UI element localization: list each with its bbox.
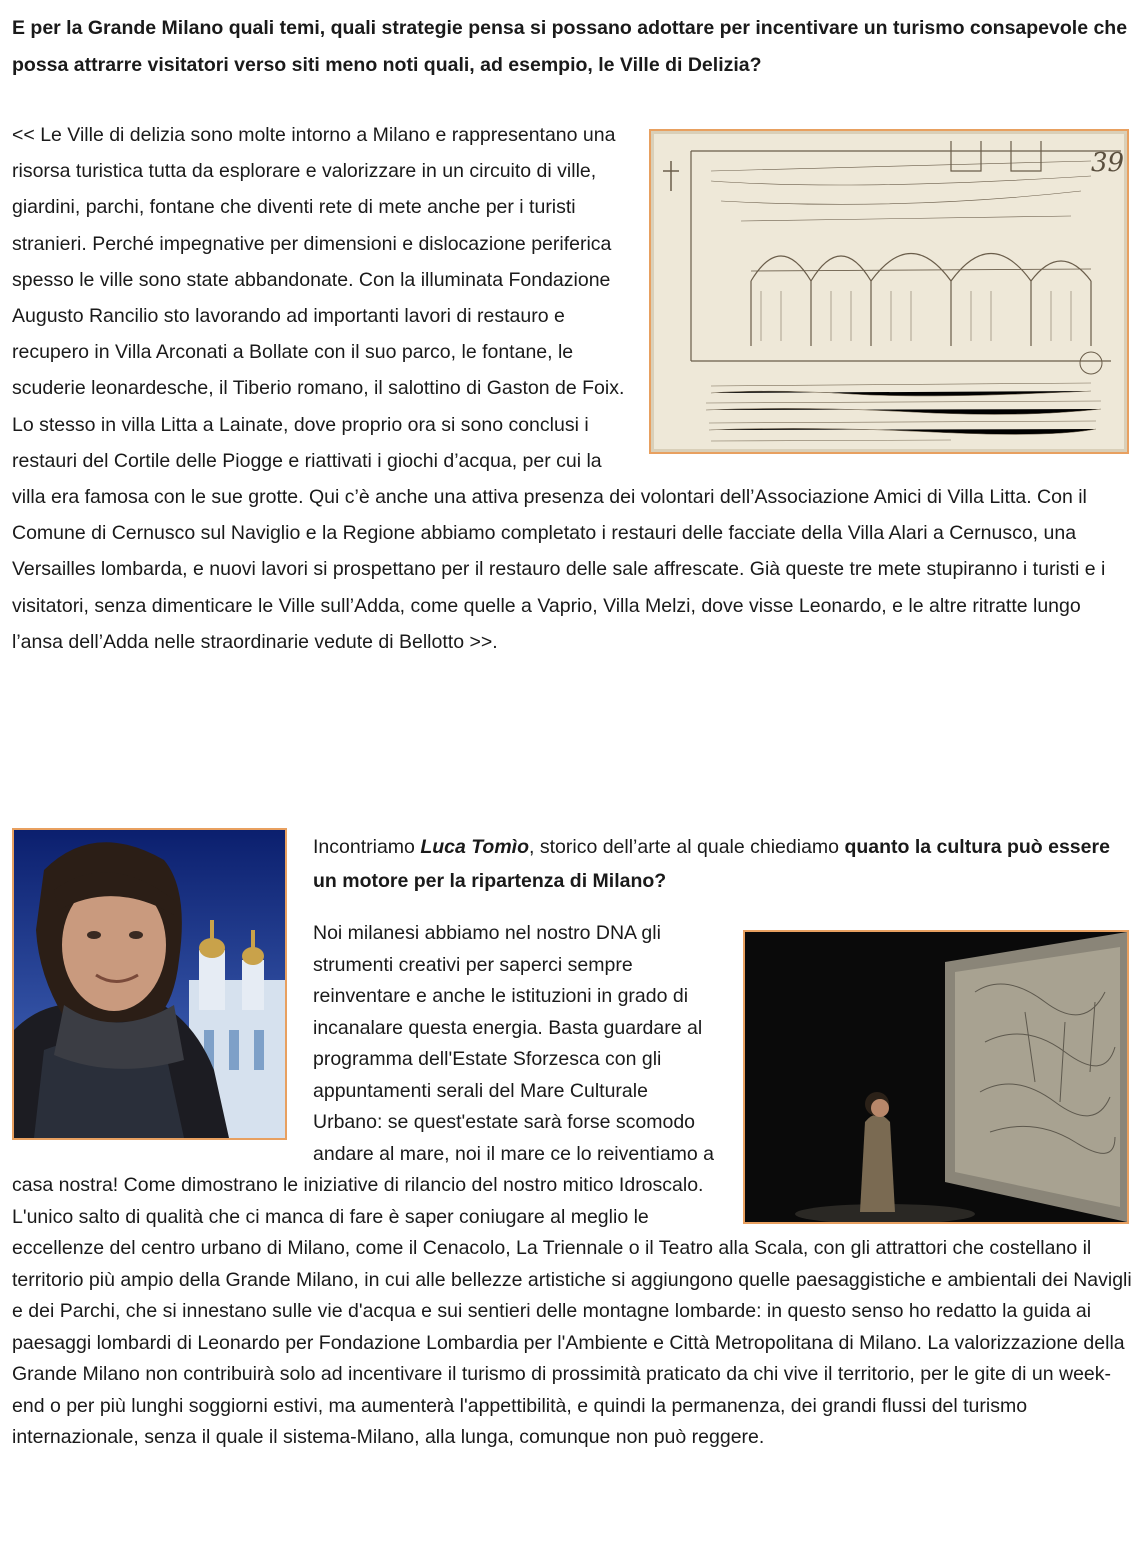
sketch-drawing bbox=[651, 131, 1127, 452]
interview-question-ville: E per la Grande Milano quali temi, quali strategie pensa si possano adottare per incentivare un turismo consapevole che possa attrarre visitatori verso siti meno noti quali, ad esempio, le Ville di Delizia? bbox=[12, 17, 1128, 76]
museum-photo bbox=[743, 930, 1129, 1224]
answer-ville-section bbox=[12, 117, 1137, 660]
intro-middle: , storico dell’arte al quale chiediamo bbox=[529, 836, 845, 858]
answer-ville-text: << Le Ville di delizia sono molte intorno a Milano e rappresentano una risorsa turistica tutta da esplorare e valorizzare in un circuito di ville, giardini, parchi, fontane che diventi rete di mete anche per i turisti stranieri. Perché impegnative per dimensioni e dislocazione periferica spesso le ville sono state abbandonate. Con la illuminata Fondazione Augusto Rancilio sto lavorando ad importanti lavori di restauro e recupero in Villa Arconati a Bollate con il suo parco, le fontane, le scuderie leonardesche, il Tiberio romano, il salottino di Gaston de Foix. Lo stesso in villa Litta a Lainate, dove proprio ora si sono conclusi i restauri del Cortile delle Piogge e riattivati i giochi d’acqua, per cui la villa era famosa con le sue grotte. Qui c’è anche una attiva presenza dei volontari dell’Associazione Amici di Villa Litta. Con il Comune di Cernusco sul Naviglio e la Regione abbiamo completato i restauri delle facciate della Villa Alari a Cernusco, una Versailles lombarda, e nuovi lavori si prospettano per il restauro delle sale affrescate. Già queste tre mete stupiranno i turisti e i visitatori, senza dimenticare le Ville sull’Adda, come quelle a Vaprio, Villa Melzi, dove visse Leonardo, e le altre ritratte lungo l’ansa dell’Adda nelle straordinarie vedute di Bellotto >>. bbox=[12, 124, 1106, 653]
intro-prefix: Incontriamo bbox=[313, 836, 421, 858]
museum-scene bbox=[745, 932, 1127, 1222]
sketch-page-number: 39 bbox=[1091, 148, 1125, 178]
interview-tomio-section bbox=[12, 828, 1137, 1454]
portrait-photo bbox=[14, 830, 285, 1138]
interview-question-cultura: quanto la cultura può essere un motore per la ripartenza di Milano? bbox=[313, 836, 1110, 892]
leonardo-sketch-image bbox=[649, 129, 1129, 454]
luca-tomio-portrait bbox=[12, 828, 287, 1140]
answer-cultura-text: Noi milanesi abbiamo nel nostro DNA gli strumenti creativi per saperci sempre reinventare e anche le istituzioni in grado di incanalare questa energia. Basta guardare al programma dell'Estate Sforzesca con gli appuntamenti serali del Mare Culturale Urbano: se quest'estate sarà forse scomodo andare al mare, noi il mare ce lo reiventiamo a casa nostra! Come dimostrano le iniziative di rilancio del nostro mitico Idroscalo. L'unico salto di qualità che ci manca di fare è saper coniugare al meglio le eccellenze del centro urbano di Milano, come il Cenacolo, La Triennale o il Teatro alla Scala, con gli attrattori che costellano il territorio più ampio della Grande Milano, in cui alle bellezze artistiche si aggiungono quelle paesaggistiche e ambientali dei Navigli e dei Parchi, che si innestano sulle vie d'acqua e sui sentieri delle montagne lombarde: in questo senso ho redatto la guida ai paesaggi lombardi di Leonardo per Fondazione Lombardia per l'Ambiente e Città Metropolitana di Milano. La valorizzazione della Grande Milano non contribuirà solo ad incentivare il turismo di prossimità praticato da chi vive il territorio, per le gite di un week-end o per più lunghi soggiorni estivi, ma aumenterà l'appettibilità, e quindi la permanenza, dei grandi flussi del turismo internazionale, senza il quale il sistema-Milano, alla lunga, comunque non può reggere. bbox=[12, 922, 1132, 1448]
interviewee-name: Luca Tomìo bbox=[420, 836, 530, 858]
